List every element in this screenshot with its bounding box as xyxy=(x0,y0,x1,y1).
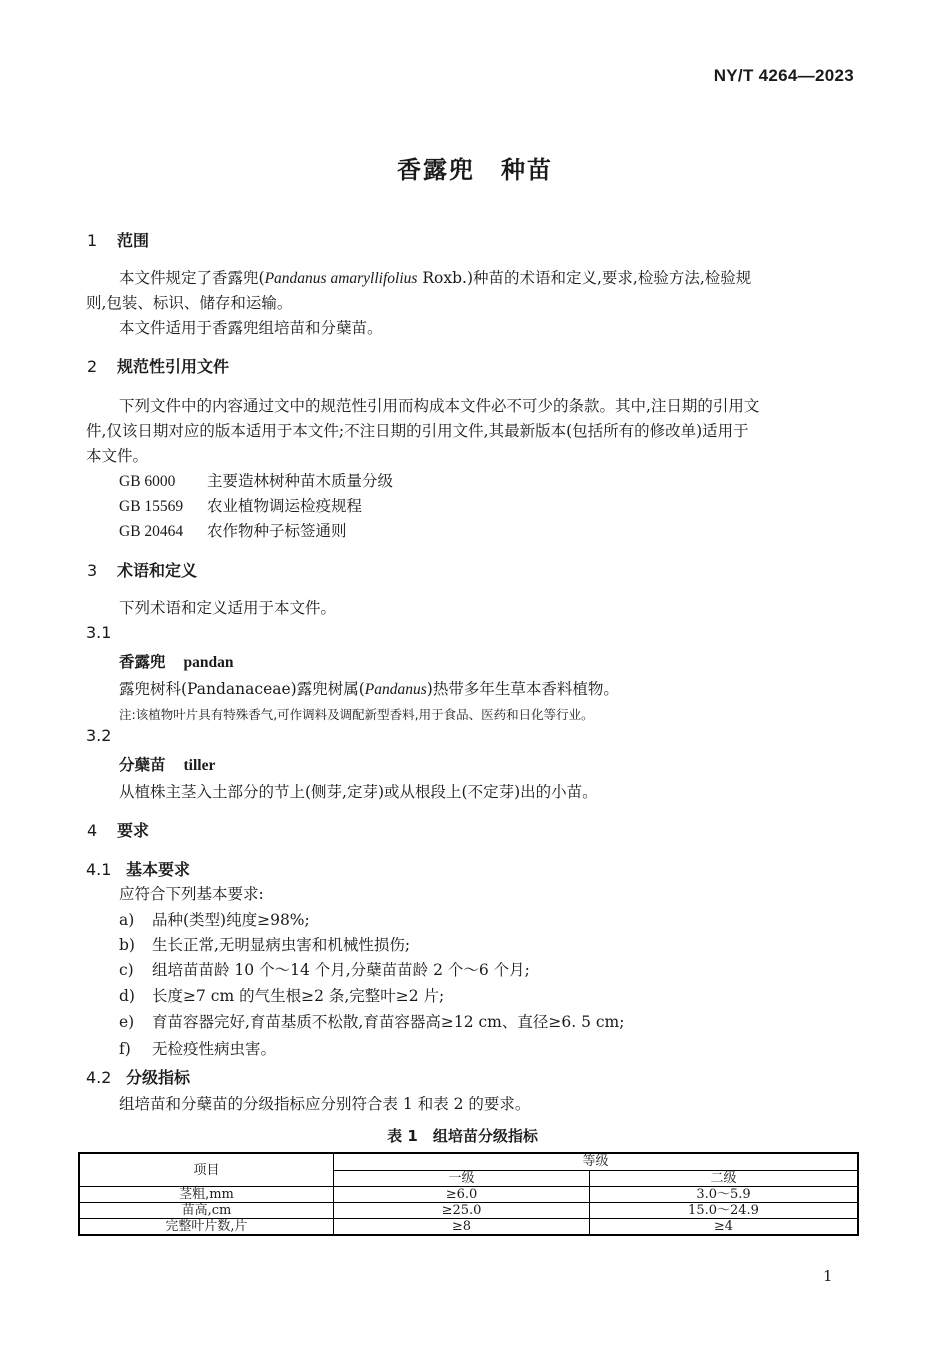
latin-name: Pandanus xyxy=(364,681,427,698)
normative-paragraph-line-2: 件,仅该日期对应的版本适用于本文件;不注日期的引用文件,其最新版本(包括所有的修改单)适用于 xyxy=(86,422,749,440)
header-grade: 等级 xyxy=(334,1153,859,1170)
list-label: b) xyxy=(119,936,135,954)
list-text: 生长正常,无明显病虫害和机械性损伤; xyxy=(152,936,411,954)
term-chinese: 香露兜 xyxy=(119,653,166,671)
reference-code: GB 15569 xyxy=(119,498,184,515)
scope-paragraph-2: 本文件适用于香露兜组培苗和分蘖苗。 xyxy=(119,319,383,337)
term-3-1-note: 注:该植物叶片具有特殊香气,可作调料及调配新型香料,用于食品、医药和日化等行业。 xyxy=(119,707,594,722)
cell-grade-2: 15.0～24.9 xyxy=(590,1203,859,1219)
term-3-2-title xyxy=(119,753,215,775)
cell-item: 茎粗,mm xyxy=(79,1187,334,1203)
table-row xyxy=(79,1219,858,1236)
term-english: tiller xyxy=(183,757,216,774)
text: Roxb.)种苗的术语和定义,要求,检验方法,检验规 xyxy=(417,269,752,287)
term-3-1-number: 3.1 xyxy=(86,623,112,642)
cell-grade-2: 3.0～5.9 xyxy=(590,1187,859,1203)
header-item: 项目 xyxy=(79,1153,334,1187)
reference-item xyxy=(119,493,362,520)
reference-item xyxy=(119,468,393,495)
table-1-caption: 表 1 组培苗分级指标 xyxy=(387,1127,538,1145)
section-4-heading xyxy=(87,818,149,841)
basic-requirements-intro: 应符合下列基本要求: xyxy=(119,885,264,903)
reference-name: 农业植物调运检疫规程 xyxy=(207,497,363,515)
term-3-2-number: 3.2 xyxy=(86,726,112,745)
cell-grade-1: ≥25.0 xyxy=(334,1203,590,1219)
section-number: 3 xyxy=(87,561,98,580)
list-label: a) xyxy=(119,911,135,929)
cell-grade-1: ≥6.0 xyxy=(334,1187,590,1203)
term-3-2-definition: 从植株主茎入土部分的节上(侧芽,定芽)或从根段上(不定芽)出的小苗。 xyxy=(119,783,598,801)
latin-name: Pandanus amaryllifolius xyxy=(264,270,418,287)
reference-item xyxy=(119,518,347,545)
scope-paragraph-line-2: 则,包装、标识、储存和运输。 xyxy=(86,294,293,312)
section-title: 术语和定义 xyxy=(117,561,198,580)
list-item xyxy=(119,1036,276,1062)
section-number: 1 xyxy=(87,231,98,250)
reference-name: 农作物种子标签通则 xyxy=(207,522,347,540)
text: 露兜树科(Pandanaceae)露兜树属( xyxy=(119,680,365,698)
list-item xyxy=(119,907,310,933)
section-title: 要求 xyxy=(117,821,150,840)
list-text: 育苗容器完好,育苗基质不松散,育苗容器高≥12 cm、直径≥6. 5 cm; xyxy=(152,1013,625,1031)
grading-table xyxy=(78,1152,859,1236)
reference-name: 主要造林树种苗木质量分级 xyxy=(207,472,394,490)
header-grade-2: 二级 xyxy=(590,1170,859,1187)
term-3-1-title xyxy=(119,650,234,672)
document-id: NY/T 4264—2023 xyxy=(713,66,854,85)
document-title: 香露兜 种苗 xyxy=(397,156,553,184)
section-number: 2 xyxy=(87,357,98,376)
section-2-heading xyxy=(87,354,229,377)
cell-item: 完整叶片数,片 xyxy=(79,1219,334,1236)
normative-paragraph-line-1: 下列文件中的内容通过文中的规范性引用而构成本文件必不可少的条款。其中,注日期的引用文 xyxy=(119,397,760,415)
normative-paragraph-line-3: 本文件。 xyxy=(86,447,149,465)
section-title: 规范性引用文件 xyxy=(117,357,230,376)
list-label: c) xyxy=(119,961,134,979)
reference-code: GB 20464 xyxy=(119,523,184,540)
subsection-number: 4.2 xyxy=(86,1068,112,1087)
table-row xyxy=(79,1203,858,1219)
section-title: 范围 xyxy=(117,231,150,250)
list-text: 无检疫性病虫害。 xyxy=(152,1040,277,1058)
text: 本文件规定了香露兜( xyxy=(119,269,265,287)
list-item xyxy=(119,983,444,1009)
subsection-title: 基本要求 xyxy=(126,860,191,879)
terms-intro: 下列术语和定义适用于本文件。 xyxy=(119,599,337,617)
list-item xyxy=(119,1009,624,1035)
header-grade-1: 一级 xyxy=(334,1170,590,1187)
subsection-4-1-heading xyxy=(86,857,190,880)
table-row xyxy=(79,1187,858,1203)
list-text: 品种(类型)纯度≥98%; xyxy=(152,911,310,929)
subsection-4-2-heading xyxy=(86,1065,190,1088)
reference-code: GB 6000 xyxy=(119,473,176,490)
term-chinese: 分蘖苗 xyxy=(119,756,166,774)
list-label: e) xyxy=(119,1013,135,1031)
list-label: d) xyxy=(119,987,135,1005)
cell-grade-2: ≥4 xyxy=(590,1219,859,1236)
grading-intro: 组培苗和分蘖苗的分级指标应分别符合表 1 和表 2 的要求。 xyxy=(119,1095,531,1113)
list-text: 组培苗苗龄 10 个～14 个月,分蘖苗苗龄 2 个～6 个月; xyxy=(152,961,530,979)
term-3-1-definition xyxy=(119,676,619,703)
list-label: f) xyxy=(119,1040,131,1058)
term-english: pandan xyxy=(183,654,234,671)
page-number: 1 xyxy=(823,1267,833,1285)
list-item xyxy=(119,957,530,983)
section-1-heading xyxy=(87,228,149,251)
subsection-number: 4.1 xyxy=(86,860,112,879)
table-header-row xyxy=(79,1153,858,1170)
subsection-title: 分级指标 xyxy=(126,1068,191,1087)
scope-paragraph-line-1 xyxy=(119,265,751,292)
section-number: 4 xyxy=(87,821,98,840)
list-item xyxy=(119,932,410,958)
cell-item: 苗高,cm xyxy=(79,1203,334,1219)
text: )热带多年生草本香料植物。 xyxy=(426,680,619,698)
section-3-heading xyxy=(87,558,197,581)
cell-grade-1: ≥8 xyxy=(334,1219,590,1236)
list-text: 长度≥7 cm 的气生根≥2 条,完整叶≥2 片; xyxy=(152,987,445,1005)
